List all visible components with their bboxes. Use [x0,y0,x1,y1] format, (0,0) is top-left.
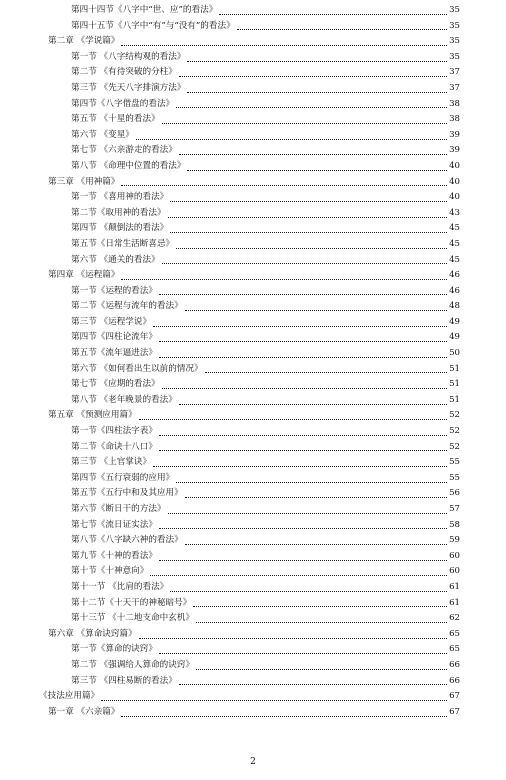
toc-leader-dots [179,153,447,155]
toc-entry-title: 第八节 《老年晚景的看法》 [71,394,177,405]
toc-entry-title: 第八节《八字缺六神的看法》 [71,535,183,546]
toc-section-entry [0,346,506,362]
toc-entry-page: 57 [449,504,460,514]
toc-section-entry [0,190,506,206]
toc-leader-dots [159,652,447,654]
toc-entry-title: 第六节 《通关的看法》 [71,254,160,265]
toc-entry-page: 52 [449,441,460,452]
toc-entry-page: 61 [449,581,460,592]
toc-leader-dots [179,75,447,77]
toc-entry-title: 第三节 《四柱易断的看法》 [71,675,177,686]
toc-section-entry [0,658,506,674]
toc-section-entry [0,3,506,19]
toc-entry-page: 49 [449,316,460,327]
toc-leader-dots [153,465,447,467]
toc-entry-title: 第三节 《上官掌诀》 [71,457,152,468]
toc-section-entry [0,221,506,237]
toc-entry-title: 第六章 《算命诀窍篇》 [48,628,137,639]
toc-leader-dots [159,527,447,529]
toc-leader-dots [139,418,447,420]
toc-entry-page: 35 [449,51,460,62]
toc-section-entry [0,97,506,113]
toc-entry-page: 52 [449,426,460,437]
toc-section-entry [0,50,506,66]
toc-entry-page: 37 [449,82,460,93]
toc-section-entry [0,486,506,502]
toc-entry-page: 49 [449,332,460,343]
toc-entry-page: 35 [449,5,460,15]
toc-entry-title: 第一节《运程的看法》 [71,285,157,296]
toc-leader-dots [121,44,447,46]
toc-entry-page: 35 [449,20,460,31]
toc-entry-title: 第六节 《如何看出生以前的情况》 [71,363,203,374]
toc-entry-title: 第一节《四柱法字表》 [71,426,157,437]
toc-section-entry [0,253,506,269]
toc-entry-page: 60 [449,566,460,577]
toc-section-entry [0,564,506,580]
toc-section-entry [0,81,506,97]
toc-entry-title: 第一节 《八字结构观的看法》 [71,51,186,62]
toc-entry-page: 51 [449,394,460,405]
toc-section-entry [0,112,506,128]
toc-entry-page: 40 [449,176,460,187]
toc-entry-page: 65 [449,644,460,655]
toc-leader-dots [176,247,447,249]
toc-section-entry [0,377,506,393]
toc-entry-page: 38 [449,98,460,109]
toc-entry-page: 60 [449,550,460,561]
toc-section-entry [0,502,506,518]
toc-entry-title: 第二节《运程与流年的看法》 [71,301,183,312]
toc-entry-title: 第六节《断日干的方法》 [71,504,166,514]
toc-section-entry [0,299,506,315]
toc-entry-page: 55 [449,472,460,483]
toc-leader-dots [159,293,447,295]
toc-leader-dots [139,637,447,639]
toc-entry-page: 45 [449,238,460,249]
toc-entry-page: 66 [449,659,460,670]
toc-section-entry [0,362,506,378]
toc-leader-dots [170,231,447,233]
toc-leader-dots [176,481,447,483]
toc-leader-dots [205,371,447,373]
toc-section-entry [0,206,506,222]
toc-leader-dots [193,605,447,607]
toc-entry-page: 46 [449,270,460,281]
toc-leader-dots [162,262,447,264]
page-number: 2 [250,757,256,767]
toc-entry-title: 第四节《四柱论流年》 [71,332,157,343]
toc-leader-dots [185,543,447,545]
toc-chapter-entry [0,705,506,721]
toc-leader-dots [159,356,447,358]
toc-entry-title: 第十三节 《十二地支命中玄机》 [71,613,195,624]
toc-entry-title: 第一章 《六亲篇》 [48,706,120,717]
toc-entry-title: 第五节《日常生活断喜忌》 [71,238,175,249]
toc-section-entry [0,549,506,565]
toc-section-entry [0,440,506,456]
toc-entry-title: 第五节《流年逼进法》 [71,348,157,359]
toc-entry-page: 43 [449,207,460,218]
toc-leader-dots [159,340,447,342]
toc-entry-title: 第二节《取用神的看法》 [71,207,166,218]
toc-entry-title: 第二章 《学说篇》 [48,36,120,47]
toc-entry-title: 第五节 《十星的看法》 [71,114,160,125]
toc-entry-page: 38 [449,114,460,125]
toc-section-entry [0,315,506,331]
toc-entry-page: 66 [449,675,460,686]
toc-leader-dots [187,169,447,171]
toc-leader-dots [170,200,447,202]
toc-leader-dots [168,216,448,218]
toc-entry-title: 第四节《八字借盘的看法》 [71,98,175,109]
toc-entry-title: 第三章 《用神篇》 [48,176,120,187]
toc-section-entry [0,642,506,658]
toc-section-entry [0,580,506,596]
toc-entry-page: 55 [449,457,460,468]
toc-book-entry [0,689,506,705]
toc-section-entry [0,611,506,627]
toc-leader-dots [187,60,447,62]
toc-entry-page: 48 [449,301,460,312]
toc-leader-dots [219,13,447,15]
toc-entry-page: 39 [449,129,460,140]
toc-entry-title: 第九节《十神的看法》 [71,550,157,561]
toc-entry-title: 第一节《算命的诀窍》 [71,644,157,655]
toc-section-entry [0,159,506,175]
toc-section-entry [0,424,506,440]
toc-leader-dots [153,325,447,327]
toc-leader-dots [162,387,447,389]
toc-entry-title: 第十一节 《比肩的看法》 [71,581,169,592]
toc-section-entry [0,284,506,300]
toc-chapter-entry [0,627,506,643]
toc-leader-dots [179,683,447,685]
toc-entry-page: 61 [449,597,460,608]
toc-entry-page: 67 [449,691,460,702]
toc-entry-title: 《技法应用篇》 [39,691,100,702]
toc-section-entry [0,393,506,409]
toc-section-entry [0,330,506,346]
toc-entry-page: 52 [449,410,460,421]
toc-leader-dots [179,403,447,405]
toc-section-entry [0,143,506,159]
toc-leader-dots [136,138,447,140]
toc-leader-dots [121,715,447,717]
toc-section-entry [0,237,506,253]
toc-chapter-entry [0,175,506,191]
toc-leader-dots [150,574,447,576]
toc-entry-page: 67 [449,706,460,717]
toc-section-entry [0,128,506,144]
toc-leader-dots [170,590,447,592]
toc-entry-page: 46 [449,285,460,296]
toc-entry-title: 第四节《五行衰弱的应用》 [71,472,175,483]
table-of-contents [0,3,506,720]
toc-entry-page: 65 [449,628,460,639]
toc-section-entry [0,455,506,471]
toc-leader-dots [159,434,447,436]
toc-entry-title: 第四节 《颠倒法的看法》 [71,223,169,234]
toc-entry-page: 59 [449,535,460,546]
toc-entry-page: 58 [449,519,460,530]
toc-entry-title: 第七节 《应期的看法》 [71,379,160,390]
toc-entry-page: 35 [449,36,460,47]
toc-leader-dots [162,122,447,124]
toc-leader-dots [159,449,447,451]
toc-entry-page: 62 [449,613,460,624]
toc-section-entry [0,518,506,534]
toc-leader-dots [121,184,447,186]
toc-entry-title: 第四十四节《八字中“世、应”的看法》 [71,5,218,15]
toc-entry-page: 50 [449,348,460,359]
toc-section-entry [0,674,506,690]
toc-entry-page: 51 [449,379,460,390]
toc-entry-title: 第三节 《先天八字排演方法》 [71,82,186,93]
toc-entry-page: 56 [449,488,460,499]
toc-leader-dots [185,496,447,498]
toc-entry-title: 第四章 《运程篇》 [48,270,120,281]
toc-section-entry [0,596,506,612]
toc-entry-page: 45 [449,254,460,265]
toc-entry-title: 第七节 《六亲游走的看法》 [71,145,177,156]
toc-leader-dots [168,512,448,514]
toc-section-entry [0,65,506,81]
toc-entry-title: 第十二节《十天干的神秘暗号》 [71,597,192,608]
toc-chapter-entry [0,268,506,284]
toc-entry-page: 37 [449,67,460,78]
toc-entry-title: 第二节 《强调给人算命的诀窍》 [71,659,195,670]
toc-entry-page: 45 [449,223,460,234]
toc-leader-dots [159,559,447,561]
toc-entry-title: 第五章 《预测应用篇》 [48,410,137,421]
toc-section-entry [0,471,506,487]
toc-entry-title: 第三节 《运程学说》 [71,316,152,327]
toc-chapter-entry [0,34,506,50]
toc-leader-dots [121,278,447,280]
toc-leader-dots [196,621,447,623]
toc-entry-title: 第一节 《喜用神的看法》 [71,192,169,203]
toc-leader-dots [101,699,447,701]
toc-entry-page: 40 [449,160,460,171]
toc-entry-page: 40 [449,192,460,203]
toc-leader-dots [176,106,447,108]
toc-section-entry [0,19,506,35]
toc-chapter-entry [0,408,506,424]
toc-entry-title: 第七节《流日证实法》 [71,519,157,530]
toc-leader-dots [187,91,447,93]
toc-entry-title: 第八节 《命理中位置的看法》 [71,160,186,171]
toc-entry-page: 39 [449,145,460,156]
toc-entry-title: 第二节 《有待突破的分柱》 [71,67,177,78]
toc-leader-dots [237,28,447,30]
toc-entry-title: 第十节《十神意向》 [71,566,149,577]
toc-entry-title: 第二节《命诀十八口》 [71,441,157,452]
toc-entry-title: 第四十五节《八字中“有”与“没有”的看法》 [71,20,235,31]
toc-section-entry [0,533,506,549]
toc-entry-title: 第六节 《变星》 [71,129,134,140]
toc-leader-dots [185,309,447,311]
toc-entry-title: 第五节《五行中和及其应用》 [71,488,183,499]
toc-leader-dots [196,668,447,670]
toc-entry-page: 51 [449,363,460,374]
